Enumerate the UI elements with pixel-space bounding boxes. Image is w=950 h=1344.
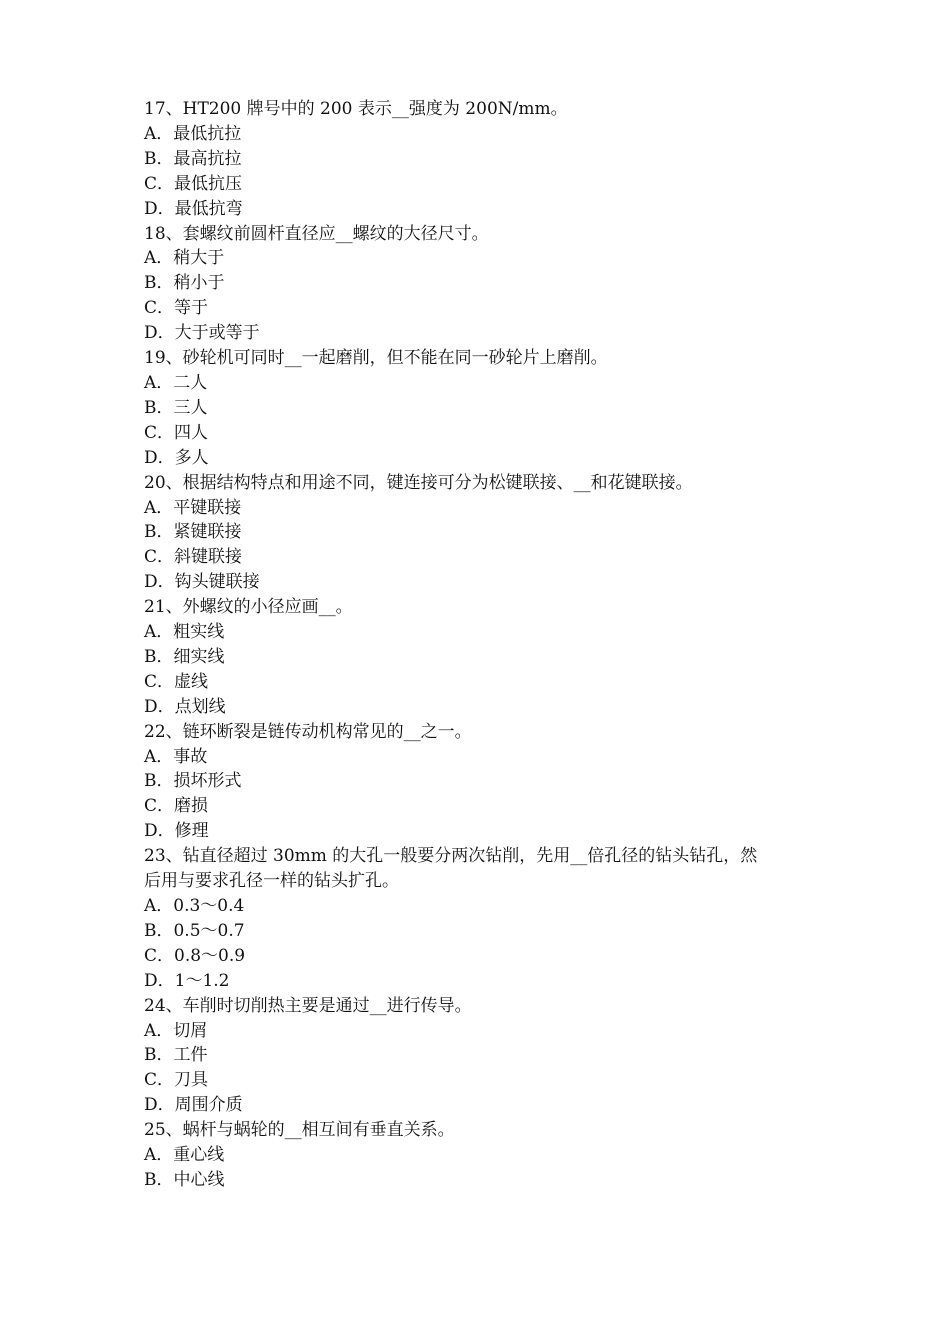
question-block [144, 346, 814, 471]
answer-option: A．切屑 [144, 1020, 208, 1041]
question-text: 22、链环断裂是链传动机构常见的__之一。 [144, 721, 472, 742]
question-block [144, 471, 814, 596]
answer-option: B．细实线 [144, 646, 225, 667]
option-list [144, 745, 814, 845]
question-text: 后用与要求孔径一样的钻头扩孔。 [144, 871, 399, 892]
answer-option: A．平键联接 [144, 497, 242, 518]
question-text: 25、蜗杆与蜗轮的__相互间有垂直关系。 [144, 1120, 455, 1141]
answer-option: A．粗实线 [144, 622, 225, 643]
answer-option: C．斜键联接 [144, 547, 243, 568]
answer-option: B．紧键联接 [144, 522, 242, 543]
answer-option: A．0.3～0.4 [144, 896, 245, 916]
question-block [144, 595, 814, 720]
answer-option: A．事故 [144, 746, 208, 767]
answer-option: D．点划线 [144, 696, 226, 717]
option-list [144, 1143, 814, 1193]
question-text: 23、钻直径超过 30mm 的大孔一般要分两次钻削，先用__倍孔径的钻头钻孔，然 [144, 846, 758, 867]
question-block [144, 97, 814, 222]
answer-option: D．周围介质 [144, 1095, 243, 1116]
question-block [144, 994, 814, 1119]
question-text: 21、外螺纹的小径应画__。 [144, 597, 353, 618]
answer-option: C．刀具 [144, 1070, 209, 1091]
answer-option: D．钩头键联接 [144, 572, 260, 593]
answer-option: D．多人 [144, 447, 209, 468]
option-list [144, 1019, 814, 1119]
answer-option: B．中心线 [144, 1169, 225, 1190]
answer-option: D．最低抗弯 [144, 198, 243, 219]
answer-option: A．最低抗拉 [144, 123, 242, 144]
answer-option: B．最高抗拉 [144, 148, 242, 169]
answer-option: C．磨损 [144, 796, 209, 817]
answer-option: D．大于或等于 [144, 323, 260, 344]
option-list [144, 246, 814, 346]
question-text: 17、HT200 牌号中的 200 表示__强度为 200N/mm。 [144, 99, 568, 119]
option-list [144, 894, 814, 994]
answer-option: B．0.5～0.7 [144, 920, 245, 941]
question-block [144, 720, 814, 845]
answer-option: D．修理 [144, 821, 209, 842]
answer-option: C．虚线 [144, 671, 209, 692]
option-list [144, 371, 814, 471]
answer-option: B．损坏形式 [144, 771, 242, 792]
question-block [144, 1118, 814, 1193]
answer-option: A．重心线 [144, 1145, 225, 1166]
question-text: 20、根据结构特点和用途不同，键连接可分为松键联接、__和花键联接。 [144, 472, 693, 493]
question-text: 18、套螺纹前圆杆直径应__螺纹的大径尺寸。 [144, 223, 489, 244]
answer-option: B．工件 [144, 1045, 208, 1066]
answer-option: C．等于 [144, 298, 209, 319]
question-text: 24、车削时切削热主要是通过__进行传导。 [144, 995, 472, 1016]
answer-option: A．二人 [144, 372, 208, 393]
answer-option: B．稍小于 [144, 273, 225, 294]
question-text: 19、砂轮机可同时__一起磨削，但不能在同一砂轮片上磨削。 [144, 348, 608, 369]
answer-option: B．三人 [144, 397, 208, 418]
option-list [144, 620, 814, 720]
question-block [144, 844, 814, 993]
question-block [144, 222, 814, 347]
answer-option: A．稍大于 [144, 248, 225, 269]
answer-option: D．1～1.2 [144, 970, 230, 991]
answer-option: C．最低抗压 [144, 173, 243, 194]
option-list [144, 122, 814, 222]
question-list [144, 97, 814, 1193]
answer-option: C．四人 [144, 422, 209, 443]
option-list [144, 496, 814, 596]
answer-option: C．0.8～0.9 [144, 945, 246, 966]
